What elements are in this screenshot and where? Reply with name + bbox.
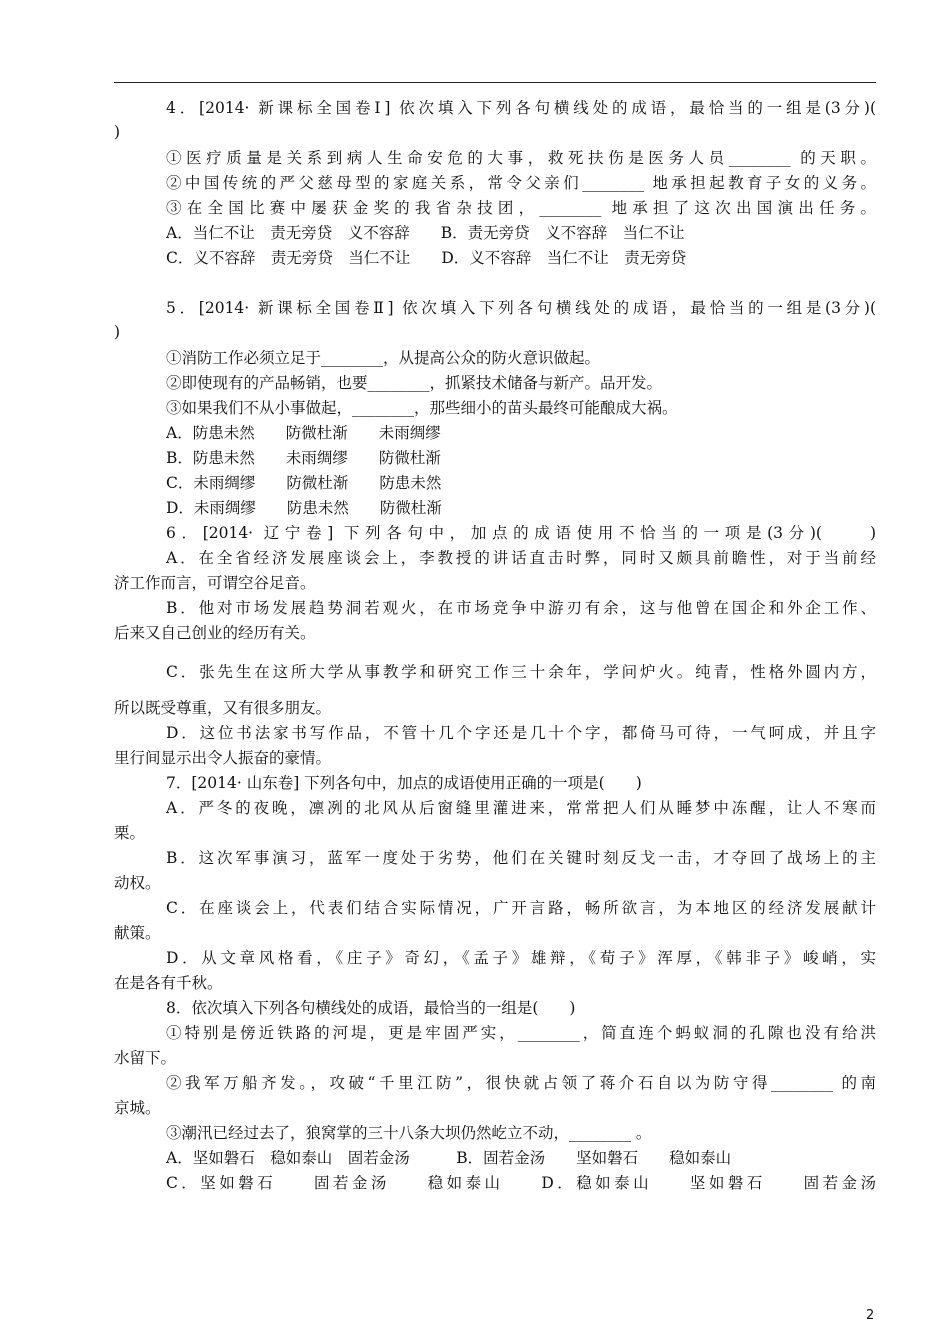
text-line: B．这次军事演习，蓝军一度处于劣势，他们在关键时刻反戈一击，才夺回了战场上的主	[166, 849, 876, 867]
text-line: 动权。	[114, 874, 161, 892]
text-line: B．防患未然 未雨绸缪 防微杜渐	[166, 449, 441, 467]
text-line: 8．依次填入下列各句横线处的成语，最恰当的一组是( )	[166, 999, 576, 1017]
text-line: ①消防工作必须立足于________，从提高公众的防火意识做起。	[166, 349, 601, 367]
text-line: 在是各有千秋。	[114, 974, 223, 992]
text-line: B．他对市场发展趋势洞若观火，在市场竞争中游刃有余，这与他曾在国企和外企工作、	[166, 599, 876, 617]
text-line: 7．[2014· 山东卷] 下列各句中，加点的成语使用正确的一项是( )	[166, 774, 642, 792]
text-line: C．未雨绸缪 防微杜渐 防患未然	[166, 474, 442, 492]
text-line: 京城。	[114, 1099, 161, 1117]
text-line: ③如果我们不从小事做起，________，那些细小的苗头最终可能酿成大祸。	[166, 399, 678, 417]
text-line: ②我军万船齐发。，攻破“千里江防”，很快就占领了蒋介石自以为防守得________ 的南	[166, 1074, 876, 1092]
text-line: )	[114, 323, 121, 341]
text-line: A．当仁不让 责无旁贷 义不容辞 B．责无旁贷 义不容辞 当仁不让	[166, 224, 685, 242]
text-line: A．坚如磐石 稳如泰山 固若金汤 B．固若金汤 坚如磐石 稳如泰山	[166, 1149, 732, 1167]
text-line: C．在座谈会上，代表们结合实际情况，广开言路，畅所欲言，为本地区的经济发展献计	[166, 899, 876, 917]
text-line: D．未雨绸缪 防患未然 防微杜渐	[166, 499, 442, 517]
text-line: C．坚如磐石 固若金汤 稳如泰山 D．稳如泰山 坚如磐石 固若金汤	[166, 1174, 876, 1192]
text-line: ①特别是傍近铁路的河堤，更是牢固严实，________，简直连个蚂蚁洞的孔隙也没有给洪	[166, 1024, 876, 1042]
text-line: 所以既受尊重，又有很多朋友。	[114, 699, 332, 717]
text-line: A．严冬的夜晚，凛冽的北风从后窗缝里灌进来，常常把人们从睡梦中冻醒，让人不寒而	[166, 799, 876, 817]
text-line: D．这位书法家书写作品，不管十几个字还是几十个字，都倚马可待，一气呵成，并且字	[166, 724, 876, 742]
text-line: ③在全国比赛中屡获金奖的我省杂技团，________ 地承担了这次出国演出任务。	[166, 199, 876, 217]
page-number: 2	[866, 1308, 875, 1323]
text-line: 6．[2014· 辽宁卷] 下列各句中，加点的成语使用不恰当的一项是(3分)( )	[166, 524, 876, 542]
text-line: ②即使现有的产品畅销，也要________，抓紧技术储备与新产。品开发。	[166, 374, 663, 392]
text-line: 栗。	[114, 824, 146, 842]
text-line: 献策。	[114, 924, 161, 942]
text-line: C．义不容辞 责无旁贷 当仁不让 D．义不容辞 当仁不让 责无旁贷	[166, 249, 687, 267]
text-line: 5．[2014· 新课标全国卷Ⅱ] 依次填入下列各句横线处的成语，最恰当的一组是(3分)(	[166, 299, 876, 317]
text-line: C．张先生在这所大学从事教学和研究工作三十余年，学问炉火。纯青，性格外圆内方，	[166, 663, 876, 681]
text-line: )	[114, 123, 121, 141]
text-line: ①医疗质量是关系到病人生命安危的大事，救死扶伤是医务人员________ 的天职。	[166, 149, 876, 167]
text-line: 济工作而言，可谓空谷足音。	[114, 574, 316, 592]
text-line: 后来又自己创业的经历有关。	[114, 624, 316, 642]
text-line: D．从文章风格看，《庄子》奇幻，《孟子》雄辩，《荀子》浑厚，《韩非子》峻峭，实	[166, 949, 876, 967]
text-line: A．在全省经济发展座谈会上，李教授的讲话直击时弊，同时又颇具前瞻性，对于当前经	[166, 549, 876, 567]
text-line: A．防患未然 防微杜渐 未雨绸缪	[166, 424, 441, 442]
text-line: ②中国传统的严父慈母型的家庭关系，常令父亲们________ 地承担起教育子女的义务。	[166, 174, 876, 192]
text-line: ③潮汛已经过去了，狼窝掌的三十八条大坝仍然屹立不动，________ 。	[166, 1124, 652, 1142]
text-line: 水留下。	[114, 1049, 177, 1067]
header-rule	[114, 82, 876, 83]
text-line: 里行间显示出令人振奋的豪情。	[114, 749, 332, 767]
text-line: 4．[2014· 新课标全国卷Ⅰ] 依次填入下列各句横线处的成语，最恰当的一组是(3分)(	[166, 99, 876, 117]
